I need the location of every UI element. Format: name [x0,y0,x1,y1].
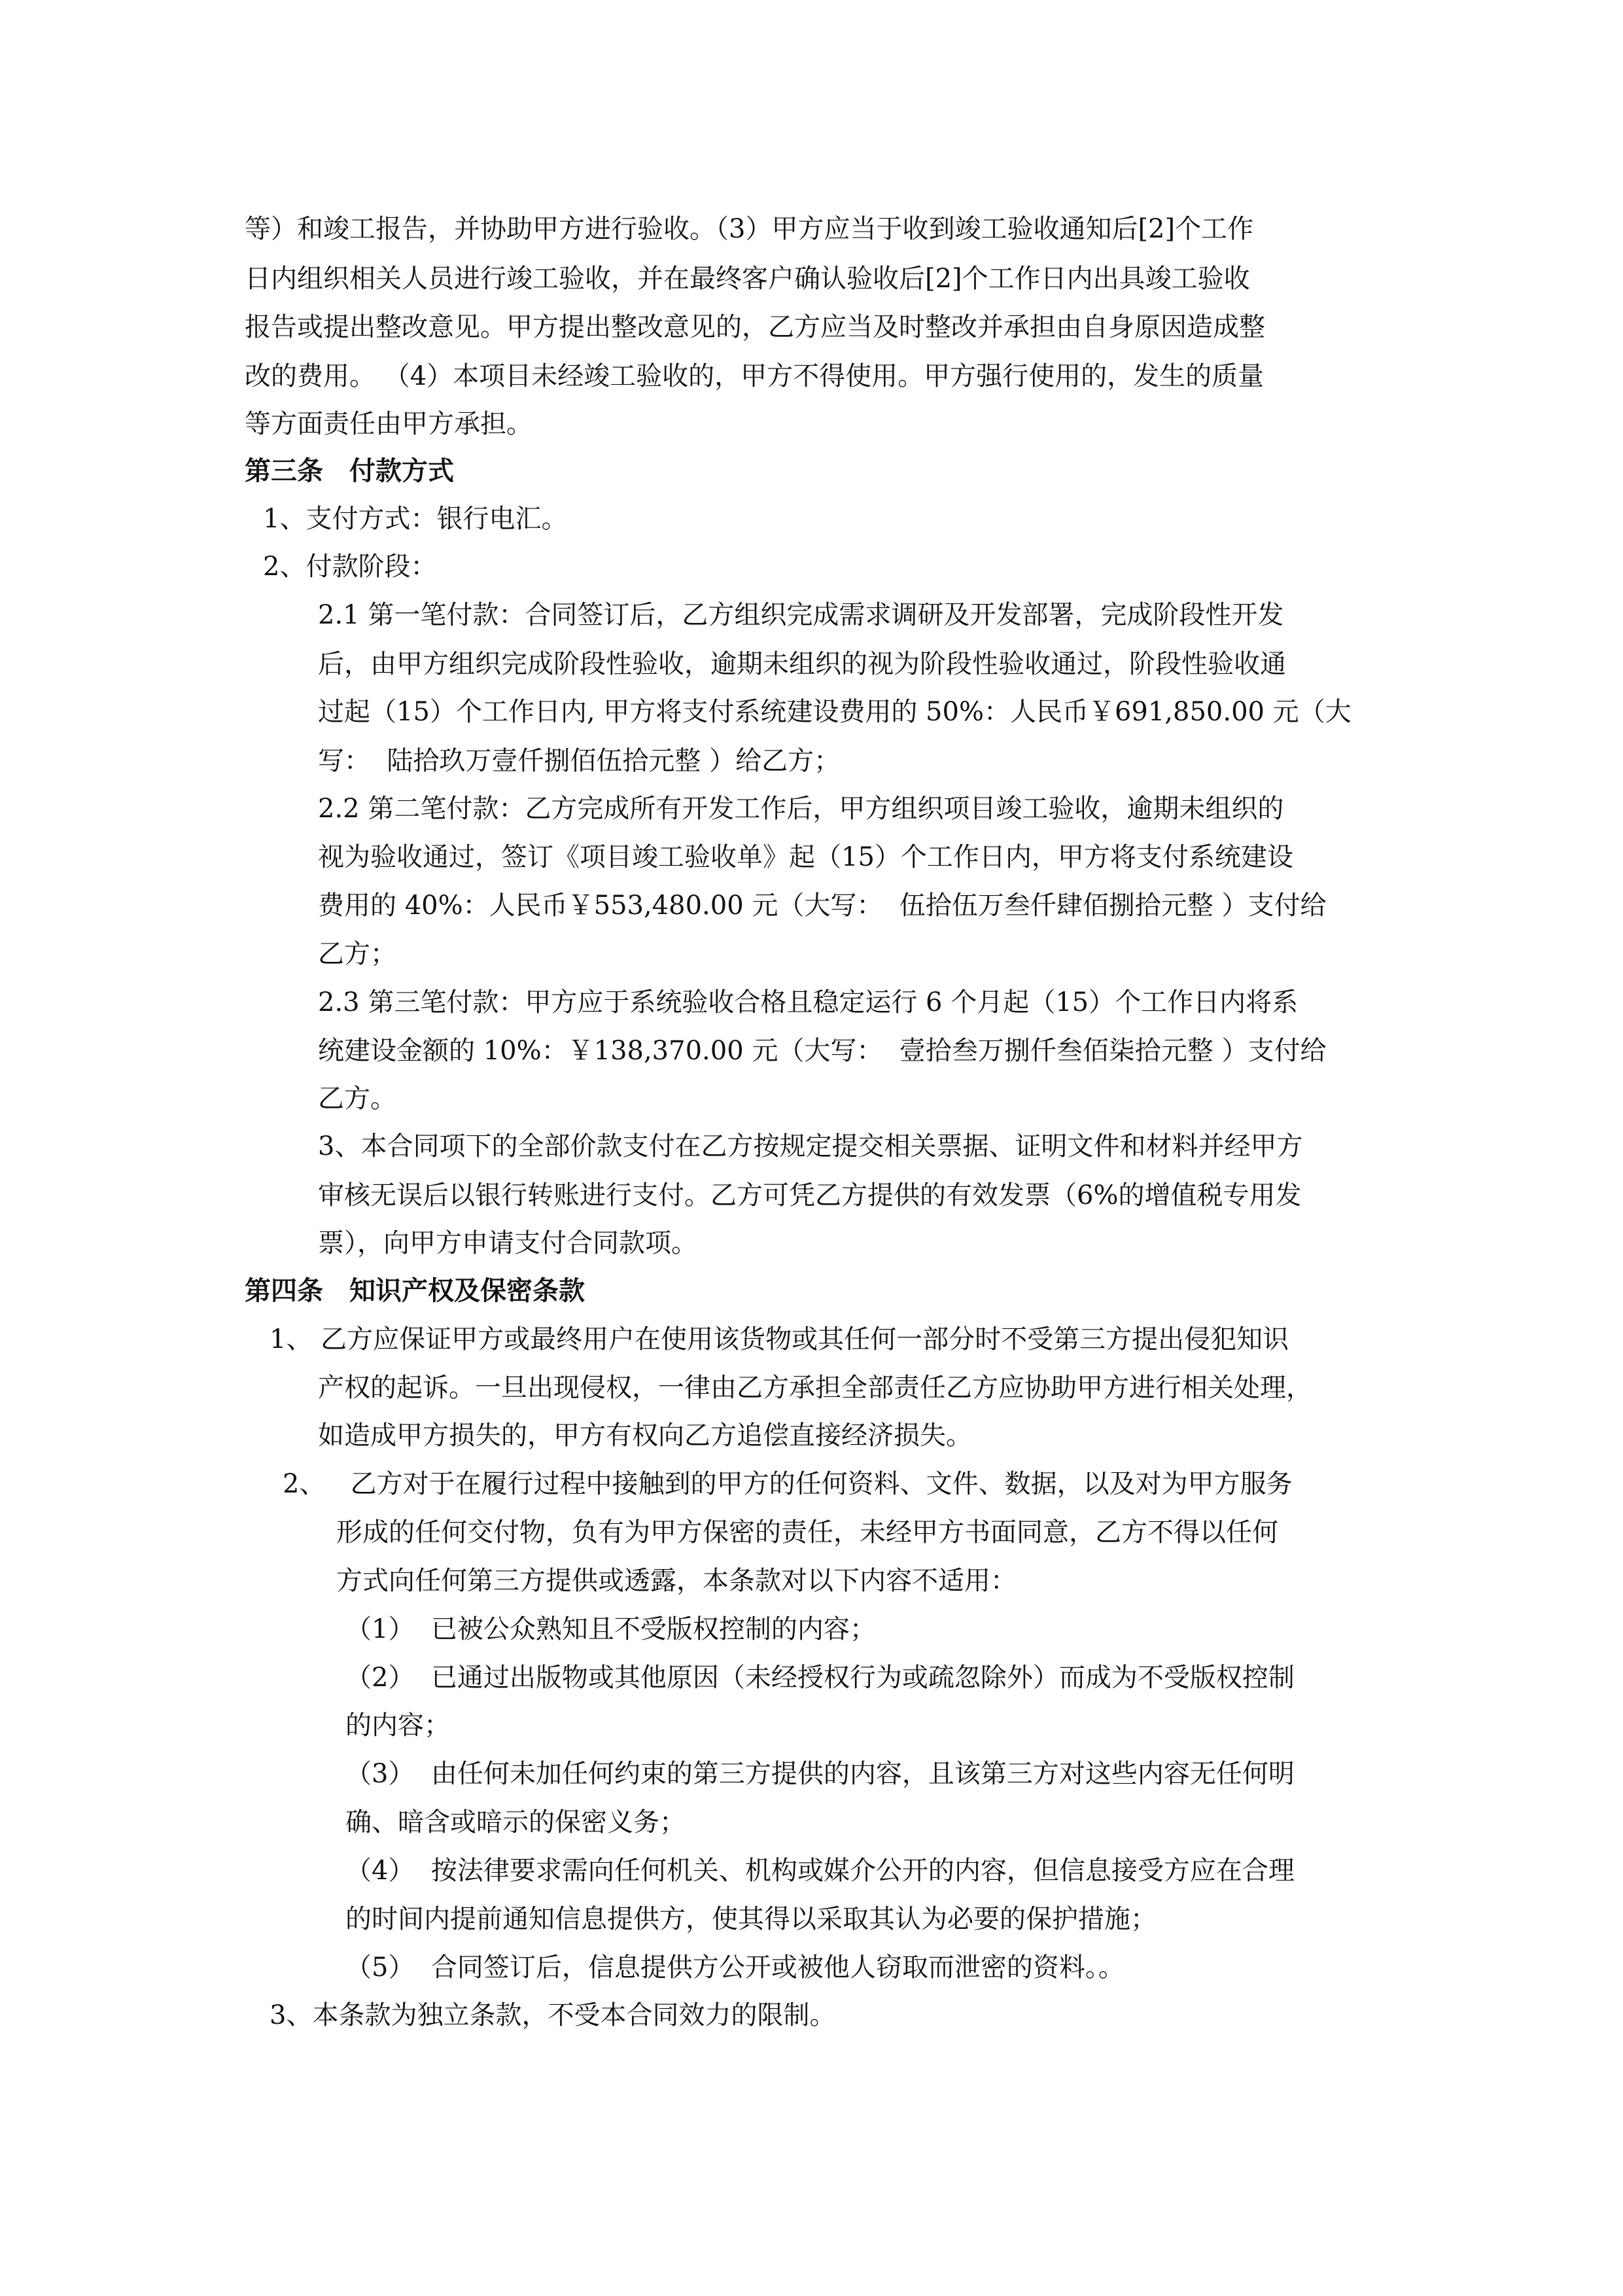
paragraph-line: 等）和竣工报告，并协助甲方进行验收。（3）甲方应当于收到竣工验收通知后[2]个工作 [245,214,1254,244]
payment-stage-1-line: 写： 陆拾玖万壹仟捌佰伍拾元整 ）给乙方； [318,746,841,776]
article-3-item-3-line: 3、本合同项下的全部价款支付在乙方按规定提交相关票据、证明文件和材料并经甲方 [318,1131,1303,1161]
exception-item: （3） 由任何未加任何约束的第三方提供的内容，且该第三方对这些内容无任何明 [345,1759,1295,1789]
payment-stage-2-line: 视为验收通过，签订《项目竣工验收单》起（15）个工作日内，甲方将支付系统建设 [318,842,1293,872]
payment-stage-1-line: 后，由甲方组织完成阶段性验收，逾期未组织的视为阶段性验收通过，阶段性验收通 [318,649,1286,679]
article-3-item-1: 1、支付方式：银行电汇。 [263,504,568,534]
article-3-item-2: 2、付款阶段： [263,552,437,582]
exception-item: （4） 按法律要求需向任何机关、机构或媒介公开的内容，但信息接受方应在合理 [345,1856,1295,1886]
exception-item: （1） 已被公众熟知且不受版权控制的内容； [345,1614,876,1644]
paragraph-line: 报告或提出整改意见。甲方提出整改意见的，乙方应当及时整改并承担由自身原因造成整 [245,312,1265,342]
article-4-item-2-line: 2、 乙方对于在履行过程中接触到的甲方的任何资料、文件、数据，以及对为甲方服务 [283,1469,1293,1499]
paragraph-line: 等方面责任由甲方承担。 [245,409,532,439]
article-4-item-2-line: 形成的任何交付物，负有为甲方保密的责任，未经甲方书面同意，乙方不得以任何 [336,1517,1278,1547]
article-4-item-1-line: 如造成甲方损失的，甲方有权向乙方追偿直接经济损失。 [318,1421,972,1451]
payment-stage-3-line: 乙方。 [318,1084,396,1114]
paragraph-line: 改的费用。 （4）本项目未经竣工验收的，甲方不得使用。甲方强行使用的，发生的质量 [245,361,1265,391]
payment-stage-3-line: 统建设金额的 10%：￥138,370.00 元（大写： 壹拾叁万捌仟叁佰柒拾元整 ）支付给 [318,1036,1327,1066]
exception-item: 的时间内提前通知信息提供方，使其得以采取其认为必要的保护措施； [345,1904,1157,1934]
exception-item: 的内容； [345,1710,450,1740]
paragraph-line: 日内组织相关人员进行竣工验收，并在最终客户确认验收后[2]个工作日内出具竣工验收 [245,264,1250,294]
payment-stage-2-line: 2.2 第二笔付款：乙方完成所有开发工作后，甲方组织项目竣工验收，逾期未组织的 [318,794,1284,824]
payment-stage-3-line: 2.3 第三笔付款：甲方应于系统验收合格且稳定运行 6 个月起（15）个工作日内将系 [318,987,1299,1017]
exception-item: （2） 已通过出版物或其他原因（未经授权行为或疏忽除外）而成为不受版权控制 [345,1663,1295,1693]
article-3-item-3-line: 票），向甲方申请支付合同款项。 [318,1228,697,1258]
payment-stage-1-line: 2.1 第一笔付款：合同签订后，乙方组织完成需求调研及开发部署，完成阶段性开发 [318,600,1284,630]
payment-stage-2-line: 费用的 40%：人民币￥553,480.00 元（大写： 伍拾伍万叁仟肆佰捌拾元整 ）支付给 [318,891,1327,921]
article-3-heading: 第三条 付款方式 [245,456,454,486]
article-4-item-1-line: 产权的起诉。一旦出现侵权，一律由乙方承担全部责任乙方应协助甲方进行相关处理， [318,1373,1312,1403]
article-4-item-2-line: 方式向任何第三方提供或透露，本条款对以下内容不适用： [336,1566,1017,1596]
exception-item: （5） 合同签订后，信息提供方公开或被他人窃取而泄密的资料。。 [345,1952,1125,1983]
payment-stage-1-line: 过起（15）个工作日内, 甲方将支付系统建设费用的 50%：人民币￥691,850.00 元（大 [318,697,1352,727]
article-4-item-3: 3、本条款为独立条款，不受本合同效力的限制。 [270,2000,836,2030]
article-3-item-3-line: 审核无误后以银行转账进行支付。乙方可凭乙方提供的有效发票（6%的增值税专用发 [318,1180,1302,1210]
exception-item: 确、暗含或暗示的保密义务； [345,1807,686,1837]
article-4-item-1-line: 1、 乙方应保证甲方或最终用户在使用该货物或其任何一部分时不受第三方提出侵犯知识 [270,1324,1289,1354]
payment-stage-2-line: 乙方； [318,939,396,969]
article-4-heading: 第四条 知识产权及保密条款 [245,1276,585,1306]
